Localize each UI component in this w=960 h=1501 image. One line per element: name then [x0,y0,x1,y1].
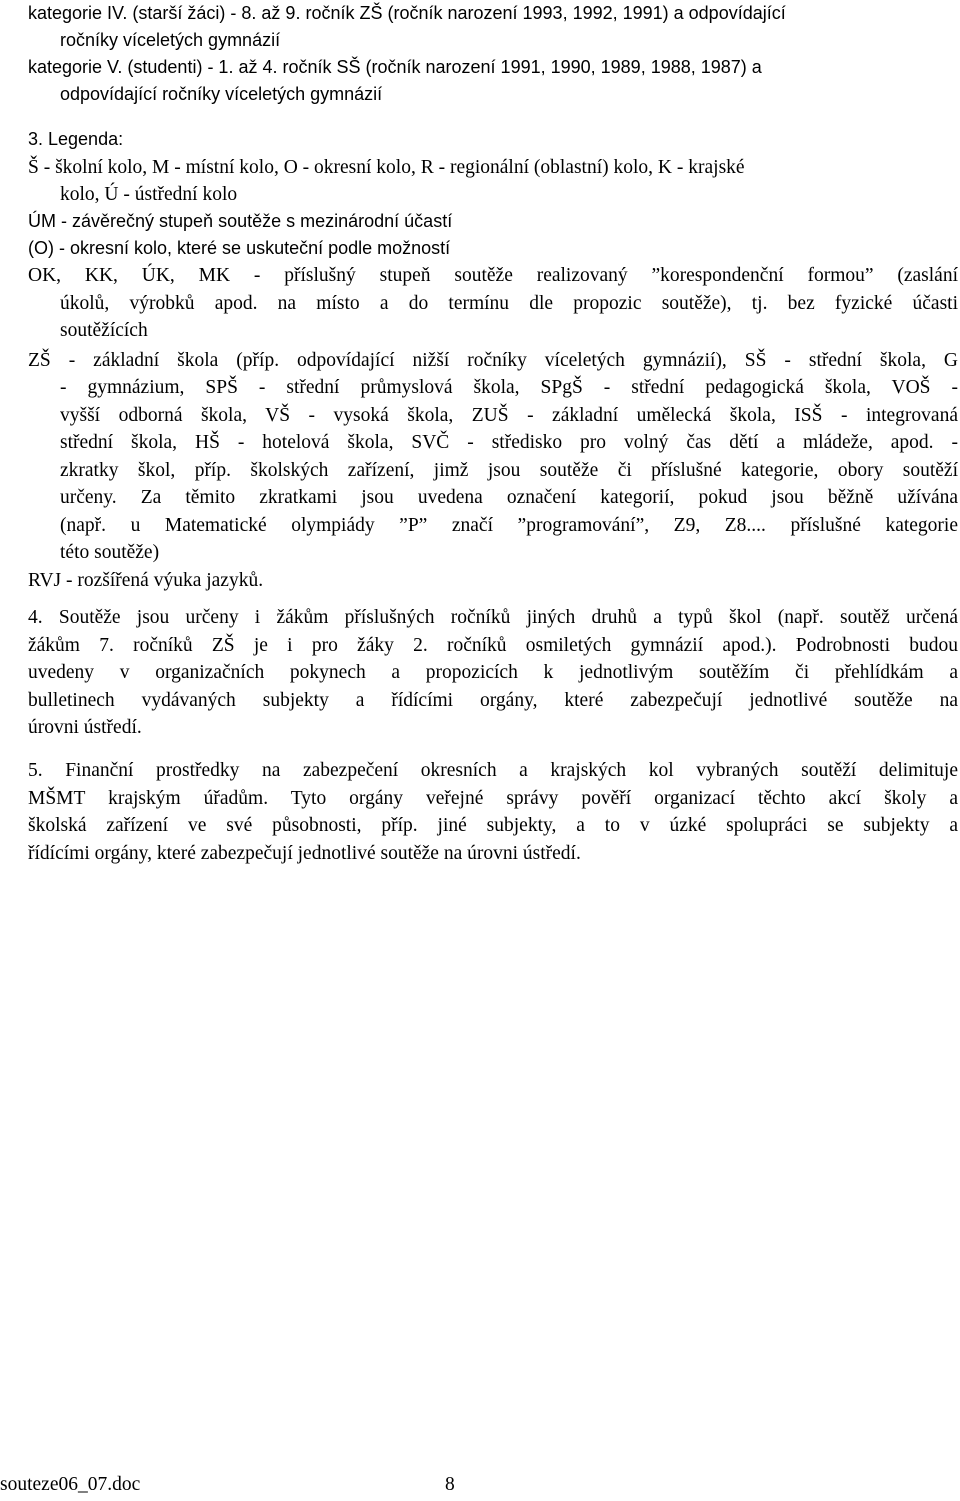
category-iv-line-1: kategorie IV. (starší žáci) - 8. až 9. ročník ZŠ (ročník narození 1993, 1992, 1991) a odpovídající [28,3,786,23]
legend-schools-line-6: určeny. Za těmito zkratkami jsou uvedena označení kategorií, pokud jsou běžně užívána [60,487,958,508]
category-v-line-1: kategorie V. (studenti) - 1. až 4. ročník SŠ (ročník narození 1991, 1990, 1989, 1988, 1987) a [28,57,762,77]
legend-heading: 3. Legenda: [28,129,124,149]
legend-rounds-line-1: Š - školní kolo, M - místní kolo, O - okresní kolo, R - regionální (oblastní) kolo, K - krajské [28,157,745,178]
legend-schools-line-5: zkratky škol, příp. školských zařízení, jimž jsou soutěže či příslušné kategorie, obory soutěží [60,459,958,481]
legend-schools-line-2: - gymnázium, SPŠ - střední průmyslová škola, SPgŠ - střední pedagogická škola, VOŠ - [60,377,958,398]
legend-corr-line-1: OK, KK, ÚK, MK - příslušný stupeň soutěže realizovaný ”korespondenční formou” (zaslání [28,265,958,286]
section-5-line-2: MŠMT krajským úřadům. Tyto orgány veřejné správy pověří organizací těchto akcí školy a [28,787,958,809]
section-4-line-4: bulletinech vydávaných subjekty a řídícími orgány, které zabezpečují jednotlivé soutěže na [28,689,958,711]
legend-o: (O) - okresní kolo, které se uskuteční podle možností [28,238,451,258]
section-4 [28,604,958,742]
section-4-line-3: uvedeny v organizačních pokynech a propozicích k jednotlivým soutěžím či přehlídkám a [28,662,958,683]
section-4-line-2: žákům 7. ročníků ZŠ je i pro žáky 2. ročníků osmiletých gymnázií apod.). Podrobnosti budou [28,634,958,656]
section-5-line-1: 5. Finanční prostředky na zabezpečení okresních a krajských kol vybraných soutěží delimituje [28,760,958,781]
legend-schools-line-7: (např. u Matematické olympiády ”P” značí ”programování”, Z9, Z8.... příslušné kategorie [60,514,958,536]
legend-schools-line-1: ZŠ - základní škola (příp. odpovídající nižší ročníky víceletých gymnázií), SŠ - střední škola, G [28,349,958,371]
section-5 [28,757,958,867]
footer-filename: souteze06_07.doc [0,1474,141,1495]
legend-schools [28,347,958,567]
categories-block [28,0,958,108]
legend-schools-line-8: této soutěže) [60,542,160,563]
legend-section [28,126,958,594]
legend-um: ÚM - závěrečný stupeň soutěže s mezinárodní účastí [28,211,453,231]
legend-correspondence [28,262,958,345]
legend-corr-line-2: úkolů, výrobků apod. na místo a do termínu dle propozic soutěže), tj. bez fyzické účasti [60,292,958,314]
section-4-line-5: úrovni ústředí. [28,717,142,738]
footer-page-number: 8 [445,1474,455,1495]
section-5-line-3: školská zařízení ve své působnosti, příp. jiné subjekty, a to v úzké spolupráci se subjekty a [28,815,958,836]
legend-corr-line-3: soutěžících [60,320,148,341]
category-v-line-2: odpovídající ročníky víceletých gymnázií [60,84,383,104]
section-5-line-4: řídícími orgány, které zabezpečují jednotlivé soutěže na úrovni ústředí. [28,842,581,864]
category-iv-line-2: ročníky víceletých gymnázií [60,30,281,50]
legend-schools-line-3: vyšší odborná škola, VŠ - vysoká škola, ZUŠ - základní umělecká škola, ISŠ - integrovaná [60,404,958,426]
section-4-line-1: 4. Soutěže jsou určeny i žákům příslušných ročníků jiných druhů a typů škol (např. soutěž určená [28,607,958,628]
legend-rounds-line-2: kolo, Ú - ústřední kolo [60,184,238,205]
legend-schools-line-4: střední škola, HŠ - hotelová škola, SVČ - středisko pro volný čas dětí a mládeže, apod. - [60,432,958,453]
legend-rvj: RVJ - rozšířená výuka jazyků. [28,569,264,591]
